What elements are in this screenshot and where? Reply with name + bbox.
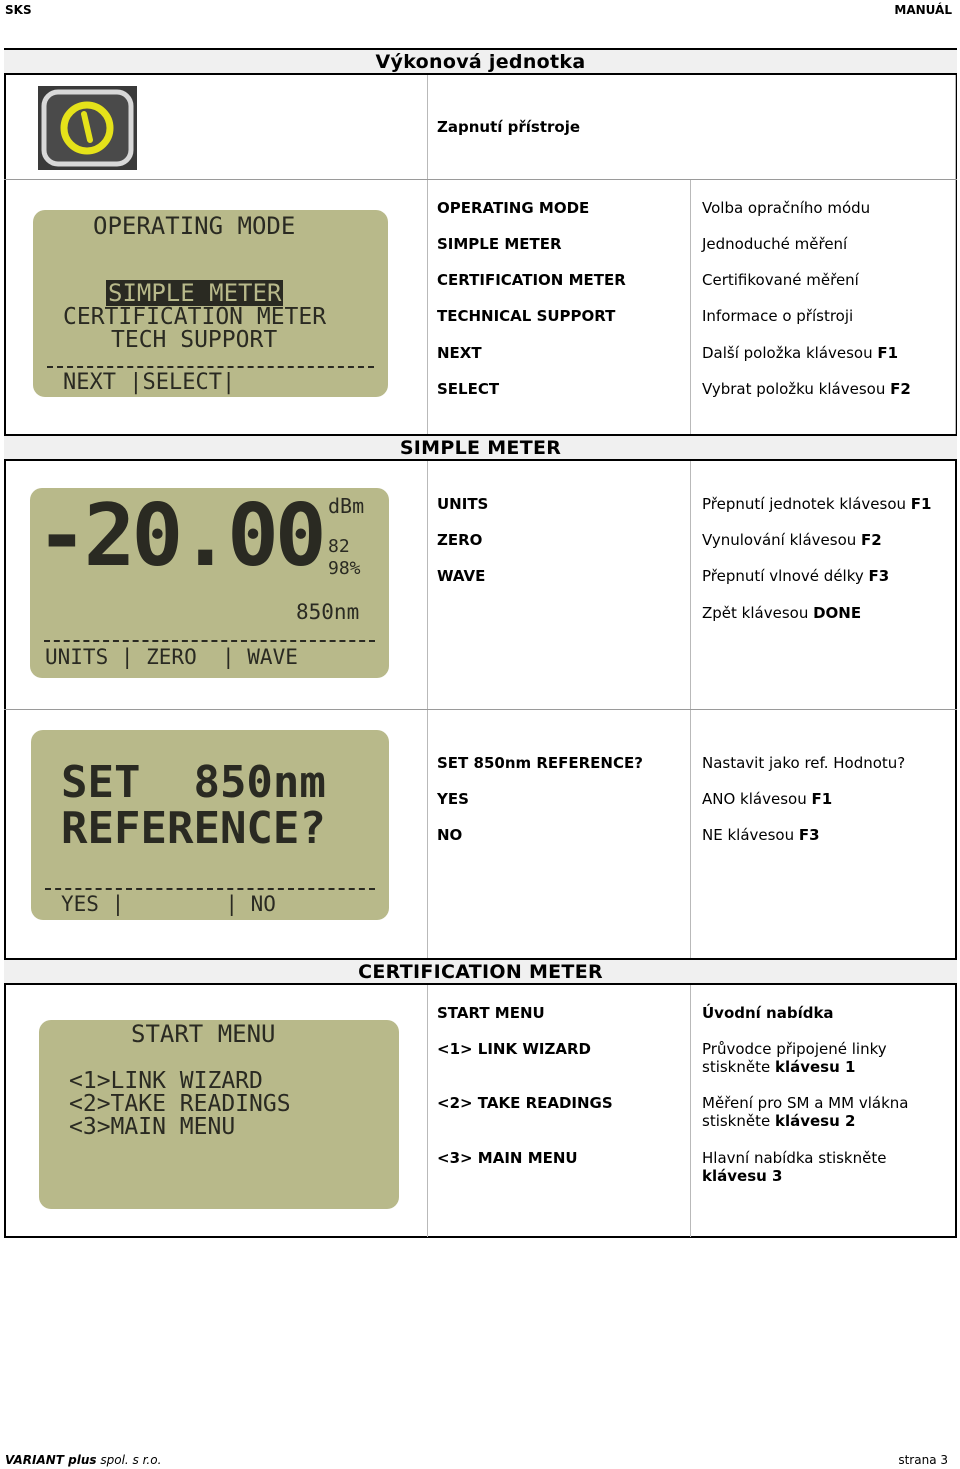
term-desc (702, 199, 870, 217)
header-left: SKS (5, 3, 32, 17)
lcd-item: <1>LINK WIZARD (69, 1068, 263, 1094)
term-desc: Úvodní nabídka (702, 1004, 834, 1022)
term-desc (702, 826, 820, 844)
term-key: WAVE (437, 567, 486, 585)
column-divider (955, 75, 956, 435)
power-on-label: Zapnutí přístroje (437, 118, 581, 136)
lcd-simple-meter (30, 488, 389, 678)
term-key: CERTIFICATION METER (437, 271, 626, 289)
footer-page-number: strana 3 (898, 1453, 948, 1467)
term-desc: Hlavní nabídka stiskněte (702, 1149, 887, 1167)
footer-company-rest: spol. s r.o. (96, 1453, 162, 1467)
term-desc (702, 790, 832, 808)
lcd-divider (45, 888, 375, 890)
term-desc (702, 344, 898, 362)
term-desc (702, 235, 847, 253)
power-button-image (38, 86, 137, 170)
term-desc-text: Nastavit jako ref. Hodnotu? (702, 754, 906, 772)
lcd-set-reference (31, 730, 389, 920)
term-desc-key: F2 (890, 380, 911, 398)
term-desc-text: stiskněte (702, 1058, 775, 1076)
term-desc-text: Informace o přístroji (702, 307, 854, 325)
term-desc (702, 567, 889, 585)
lcd-item: <2>TAKE READINGS (69, 1091, 291, 1117)
term-key: YES (437, 790, 469, 808)
term-desc-text: Další položka klávesou (702, 344, 878, 362)
term-desc (702, 307, 853, 325)
term-desc-text: Přepnutí vlnové délky (702, 567, 869, 585)
term-desc (702, 380, 911, 398)
lcd-item: <3>MAIN MENU (69, 1114, 236, 1140)
term-key: NO (437, 826, 463, 844)
lcd-softkeys: UNITS | ZERO | WAVE (45, 645, 298, 669)
term-desc-key: klávesu 3 (702, 1167, 783, 1185)
lcd-wavelength: 850nm (296, 600, 360, 624)
footer-company (5, 1453, 161, 1467)
lcd-operating-mode (33, 210, 388, 397)
lcd-unit: dBm (328, 494, 365, 518)
term-key: TECHNICAL SUPPORT (437, 307, 616, 325)
column-divider (427, 75, 428, 435)
term-desc-text: stiskněte (702, 1112, 775, 1130)
term-desc (702, 1058, 855, 1076)
term-key: SIMPLE METER (437, 235, 562, 253)
lcd-softkeys: YES | | NO (61, 892, 276, 916)
term-key: NEXT (437, 344, 482, 362)
section-title-simple-meter: SIMPLE METER (4, 434, 957, 461)
term-key: SELECT (437, 380, 500, 398)
term-desc-text: Vynulování klávesou (702, 531, 862, 549)
term-key: <1> LINK WIZARD (437, 1040, 591, 1058)
lcd-line: SET 850nm (61, 757, 326, 808)
term-desc-key: F1 (811, 790, 833, 808)
lcd-start-menu (39, 1020, 399, 1209)
column-divider (690, 180, 691, 435)
term-key: UNITS (437, 495, 489, 513)
term-desc (702, 495, 931, 513)
lcd-item: TECH SUPPORT (111, 327, 278, 353)
term-desc-text: NE klávesou (702, 826, 799, 844)
term-desc (702, 271, 859, 289)
term-desc-text: Jednoduché měření (702, 235, 848, 253)
term-desc (702, 1112, 855, 1130)
term-desc-text: Vybrat položku klávesou (702, 380, 891, 398)
term-desc: Měření pro SM a MM vlákna (702, 1094, 909, 1112)
term-key: ZERO (437, 531, 483, 549)
term-key: SET 850nm REFERENCE? (437, 754, 643, 772)
lcd-divider (44, 640, 375, 642)
lcd-selected-item: SIMPLE METER (108, 279, 282, 307)
term-desc-text: ANO klávesou (702, 790, 812, 808)
lcd-title: START MENU (131, 1020, 276, 1048)
term-desc-key: klávesu 1 (774, 1058, 856, 1076)
term-desc-key: F1 (910, 495, 932, 513)
term-key: <3> MAIN MENU (437, 1149, 578, 1167)
section-title-power-unit: Výkonová jednotka (4, 48, 957, 75)
lcd-softkeys: NEXT |SELECT| (63, 370, 236, 395)
footer-company-bold: VARIANT plus (5, 1453, 97, 1467)
lcd-battery: 98% (328, 558, 361, 579)
lcd-power-reading: -20.00 (36, 488, 323, 586)
header-right: MANUÁL (894, 3, 952, 17)
term-key: START MENU (437, 1004, 545, 1022)
term-desc-key: F3 (798, 826, 820, 844)
term-desc-text: Přepnutí jednotek klávesou (702, 495, 911, 513)
term-key: <2> TAKE READINGS (437, 1094, 613, 1112)
term-desc (702, 754, 905, 772)
row-divider (4, 179, 957, 180)
term-desc-key: F2 (861, 531, 882, 549)
term-desc (702, 604, 861, 622)
column-divider (427, 985, 428, 1237)
term-desc-text: Volba opračního módu (702, 199, 871, 217)
power-icon (38, 86, 137, 170)
term-desc (702, 1167, 782, 1185)
term-desc-key: klávesu 2 (774, 1112, 856, 1130)
column-divider (690, 985, 691, 1237)
section-title-certification-meter: CERTIFICATION METER (4, 958, 957, 985)
term-desc-key: F1 (877, 344, 899, 362)
lcd-line: REFERENCE? (61, 803, 326, 854)
lcd-title: OPERATING MODE (93, 212, 296, 240)
lcd-divider (47, 366, 374, 368)
term-desc-key: F3 (868, 567, 890, 585)
term-key: OPERATING MODE (437, 199, 590, 217)
term-desc: Průvodce připojené linky (702, 1040, 887, 1058)
lcd-temperature: 82 (328, 536, 350, 557)
term-desc-text: Certifikované měření (702, 271, 859, 289)
term-desc (702, 531, 882, 549)
row-divider (4, 709, 957, 710)
term-desc-text: Zpět klávesou (702, 604, 814, 622)
term-desc-key: DONE (813, 604, 862, 622)
lcd-item: CERTIFICATION METER (63, 304, 327, 330)
